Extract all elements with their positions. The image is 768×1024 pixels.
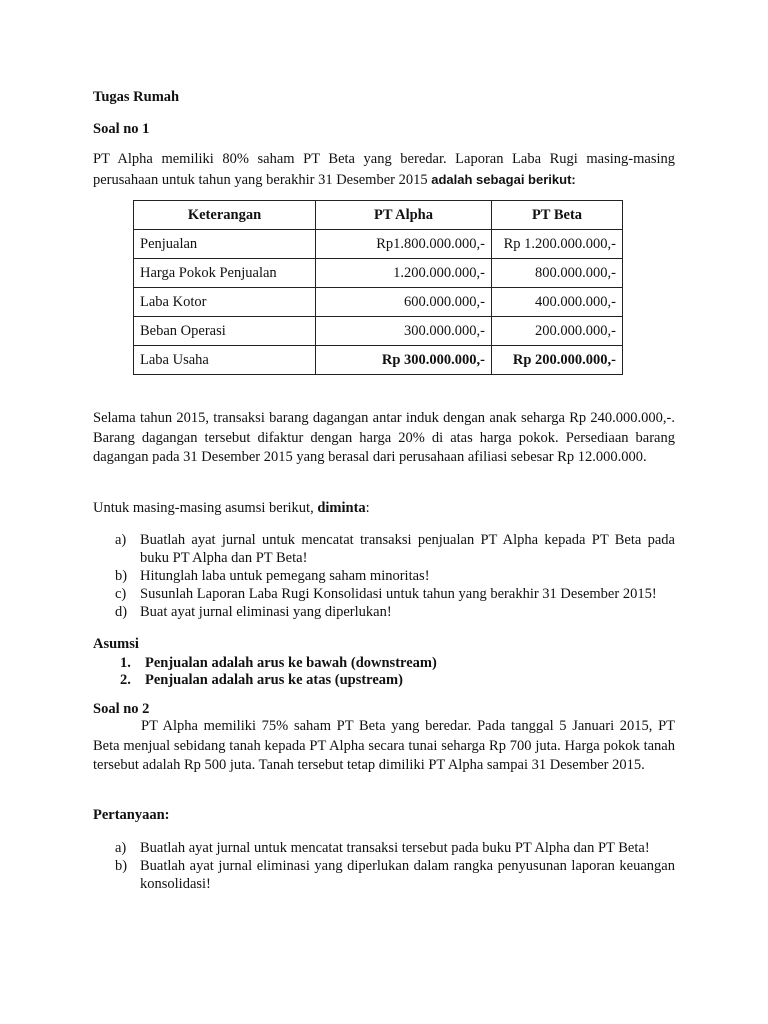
list-item-text: Buat ayat jurnal eliminasi yang diperlukan! (140, 604, 392, 620)
instruction-bold: diminta (317, 500, 366, 516)
list-marker: 2. (120, 672, 131, 688)
table-cell: 400.000.000,- (492, 288, 623, 317)
asumsi-heading: Asumsi (93, 636, 139, 652)
document-title: Tugas Rumah (93, 89, 180, 105)
table-header-cell: PT Beta (492, 201, 623, 230)
list-item-text: Hitunglah laba untuk pemegang saham minoritas! (140, 568, 430, 584)
table-cell: Harga Pokok Penjualan (134, 259, 316, 288)
list-marker: d) (115, 604, 128, 620)
table-cell: Rp 300.000.000,- (316, 346, 492, 375)
table-row (134, 230, 623, 259)
list-marker: b) (115, 858, 128, 874)
asumsi-list (120, 655, 620, 689)
list-item-text: Susunlah Laporan Laba Rugi Konsolidasi untuk tahun yang berakhir 31 Desember 2015! (140, 586, 657, 602)
soal1-heading: Soal no 1 (93, 121, 150, 137)
table-row-total (134, 346, 623, 375)
table-row (134, 259, 623, 288)
list-item (100, 857, 675, 893)
list-marker: b) (115, 568, 128, 584)
soal1-intro-main: PT Alpha memiliki 80% saham PT Beta yang beredar. Laporan Laba Rugi masing-masing perusahaan untuk tahun yang berakhir 31 Desember 2015 (93, 151, 675, 188)
soal2-paragraph: PT Alpha memiliki 75% saham PT Beta yang beredar. Pada tanggal 5 Januari 2015, PT Beta menjual sebidang tanah kepada PT Alpha secara tunai seharga Rp 700 juta. Harga pokok tanah tersebut adalah Rp 500 juta. Tanah tersebut tetap dimiliki PT Alpha sampai 31 Desember 2015. (93, 718, 675, 773)
table-cell: Rp 200.000.000,- (492, 346, 623, 375)
table-cell: 800.000.000,- (492, 259, 623, 288)
table-cell: Laba Usaha (134, 346, 316, 375)
list-marker: a) (115, 840, 127, 856)
table-cell: 200.000.000,- (492, 317, 623, 346)
income-statement-table (133, 200, 623, 375)
list-item (100, 567, 675, 585)
list-item-text: Buatlah ayat jurnal untuk mencatat transaksi tersebut pada buku PT Alpha dan PT Beta! (140, 840, 650, 856)
soal1-intro-tail: adalah sebagai berikut: (431, 171, 576, 187)
table-header-row (134, 201, 623, 230)
soal1-paragraph: Selama tahun 2015, transaksi barang dagangan antar induk dengan anak seharga Rp 240.000.000,-. Barang dagangan tersebut difaktur dengan harga 20% di atas harga pokok. Persediaan barang dagangan pada 31 Desember 2015 yang berasal dari perusahaan afiliasi sebesar Rp 12.000.000. (93, 410, 675, 465)
table-cell: Laba Kotor (134, 288, 316, 317)
list-item-text: Buatlah ayat jurnal untuk mencatat transaksi penjualan PT Alpha kepada PT Beta pada buku PT Alpha dan PT Beta! (140, 532, 675, 566)
list-marker: c) (115, 586, 127, 602)
table-cell: 600.000.000,- (316, 288, 492, 317)
list-item (100, 531, 675, 567)
list-item-text: Penjualan adalah arus ke atas (upstream) (145, 672, 403, 688)
list-marker: 1. (120, 655, 131, 671)
instruction-post: : (365, 500, 370, 516)
table-cell: Beban Operasi (134, 317, 316, 346)
list-item (120, 672, 620, 689)
soal2-question-list (100, 839, 675, 893)
soal1-instruction (93, 499, 675, 519)
table-cell: 1.200.000.000,- (316, 259, 492, 288)
instruction-pre: Untuk masing-masing asumsi berikut, (93, 500, 314, 516)
table-cell: Rp 1.200.000.000,- (492, 230, 623, 259)
table-cell: 300.000.000,- (316, 317, 492, 346)
table-row (134, 317, 623, 346)
table-header-cell: Keterangan (134, 201, 316, 230)
table-cell: Rp1.800.000.000,- (316, 230, 492, 259)
soal1-intro (93, 150, 675, 190)
list-item (120, 655, 620, 672)
table-header-cell: PT Alpha (316, 201, 492, 230)
table-row (134, 288, 623, 317)
soal1-question-list (100, 531, 675, 621)
soal2-heading: Soal no 2 (93, 701, 150, 717)
list-marker: a) (115, 532, 127, 548)
list-item-text: Penjualan adalah arus ke bawah (downstream) (145, 655, 437, 671)
list-item (100, 839, 675, 857)
list-item-text: Buatlah ayat jurnal eliminasi yang diperlukan dalam rangka penyusunan laporan keuangan konsolidasi! (140, 858, 675, 892)
table-cell: Penjualan (134, 230, 316, 259)
list-item (100, 603, 675, 621)
pertanyaan-heading: Pertanyaan: (93, 807, 170, 823)
list-item (100, 585, 675, 603)
